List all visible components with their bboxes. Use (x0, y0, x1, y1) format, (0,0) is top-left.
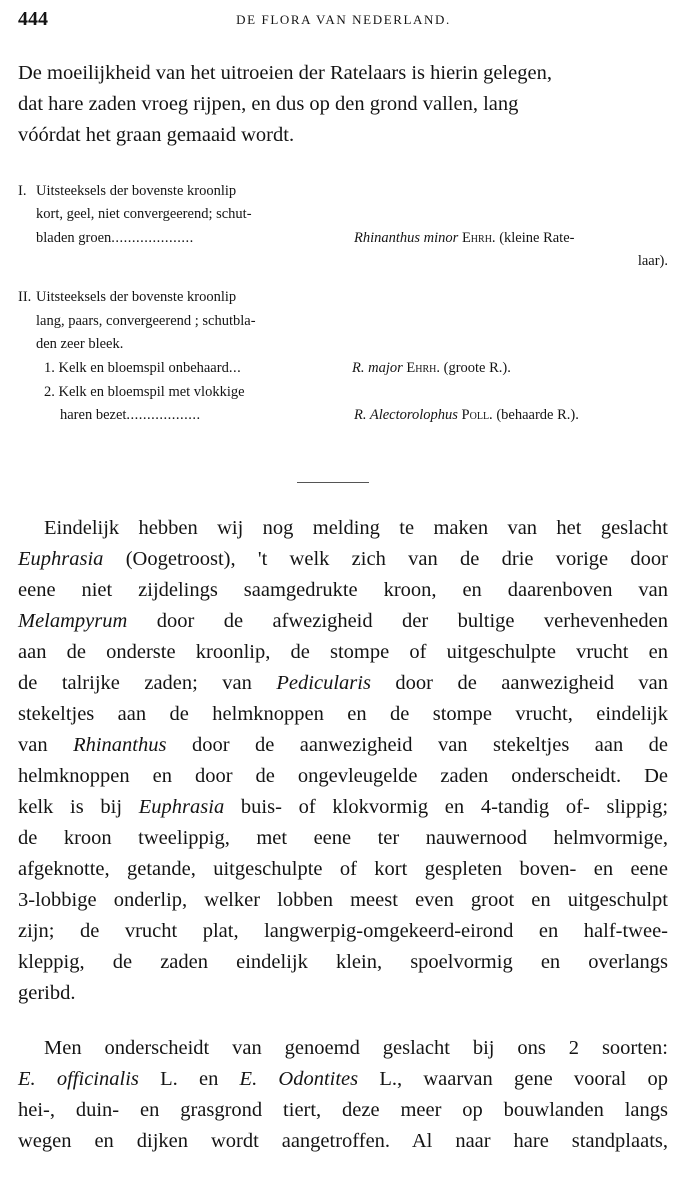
taxon-name: Pedicularis (276, 672, 371, 694)
page-header (18, 8, 669, 30)
text-line: Men onderscheidt van genoemd geslacht bij ons 2 soorten: (44, 1037, 668, 1059)
euphrasia-paragraph (18, 513, 668, 1009)
taxon-name: Rhinanthus minor (354, 230, 459, 246)
common-name: (behaarde R.). (496, 407, 579, 423)
key-entry-2-line-3: den zeer bleek. (36, 336, 124, 352)
text-line: aan de onderste kroonlip, de stompe of uitgeschulpte vrucht en (18, 641, 668, 663)
text-line: De moeilijkheid van het uitroeien der Ratelaars is hierin gelegen, (18, 62, 552, 84)
key-entry-2-line-2: lang, paars, convergeerend ; schutbla- (36, 313, 256, 329)
intro-paragraph (18, 58, 668, 151)
running-title: DE FLORA VAN NEDERLAND. (236, 12, 451, 27)
text-line: wegen en dijken wordt aangetroffen. Al naar hare standplaats, (18, 1130, 668, 1152)
text-line: zijn; de vrucht plat, langwerpig-omgekeerd-eirond en half-twee- (18, 920, 668, 942)
text-line: helmknoppen en door de ongevleugelde zaden onderscheidt. De (18, 765, 668, 787)
text-line: kelk is bij Euphrasia buis- of klokvormig en 4-tandig of- slippig; (18, 796, 669, 818)
taxon-name: R. major (352, 360, 403, 376)
author-abbrev: Ehrh. (406, 360, 440, 376)
species-paragraph (18, 1033, 668, 1157)
taxon-name: Melampyrum (18, 610, 128, 632)
text-line: afgeknotte, getande, uitgeschulpte of kort gespleten boven- en eene (18, 858, 668, 880)
key-sub-2-line-2: haren bezet.................. R. Alectorolophus Poll. (behaarde R.). (60, 407, 579, 423)
text-line: hei-, duin- en grasgrond tiert, deze meer op bouwlanden langs (18, 1099, 668, 1121)
text-line: geribd. (18, 982, 76, 1004)
text-line: eene niet zijdelings saamgedrukte kroon, en daarenboven van (18, 579, 668, 601)
taxon-name: R. Alectorolophus (354, 407, 458, 423)
text-line: vóórdat het graan gemaaid wordt. (18, 124, 295, 146)
text-line: E. officinalis L. en E. Odontites L., waarvan gene vooral op (18, 1068, 668, 1090)
key-sub-2-line-1: 2. Kelk en bloemspil met vlokkige (44, 384, 245, 400)
text-line: de talrijke zaden; van Pedicularis door de aanwezigheid van (18, 672, 669, 694)
taxon-name: E. officinalis (18, 1068, 139, 1090)
text-line: Melampyrum door de afwezigheid der bultige verhevenheden (18, 610, 668, 632)
taxon-name: Rhinanthus (73, 734, 167, 756)
taxon-name: Euphrasia (18, 548, 104, 570)
key-entry-1-line-4: laar). (637, 253, 668, 269)
key-entry-1-line-3: bladen groen.................... Rhinanthus minor Ehrh. (kleine Rate- (36, 230, 575, 246)
text-line: kleppig, de zaden eindelijk klein, spoelvormig en overlangs (18, 951, 668, 973)
taxon-name: Euphrasia (138, 796, 225, 818)
text-line: Euphrasia (Oogetroost), 't welk zich van de drie vorige door (18, 548, 668, 570)
text-line: stekeltjes aan de helmknoppen en de stompe vrucht, eindelijk (18, 703, 668, 725)
text-line: dat hare zaden vroeg rijpen, en dus op den grond vallen, lang (18, 93, 519, 115)
author-abbrev: Poll. (461, 407, 493, 423)
key-entry-1-line-2: kort, geel, niet convergeerend; schut- (36, 206, 252, 222)
section-divider (297, 482, 369, 483)
text-line: 3-lobbige onderlip, welker lobben meest even groot en uitgeschulpt (18, 889, 668, 911)
text-line: de kroon tweelippig, met eene ter nauwernood helmvormige, (18, 827, 668, 849)
author-abbrev: Ehrh. (461, 230, 496, 246)
key-sub-1: 1. Kelk en bloemspil onbehaard... R. major Ehrh. (groote R.). (44, 360, 511, 376)
text-line: Eindelijk hebben wij nog melding te maken van het geslacht (44, 517, 668, 539)
text-line: van Rhinanthus door de aanwezigheid van stekeltjes aan de (18, 734, 669, 756)
taxon-name: E. Odontites (239, 1068, 359, 1090)
common-name: (kleine Rate- (499, 230, 575, 246)
page-number: 444 (18, 8, 48, 30)
common-name: (groote R.). (443, 360, 511, 376)
identification-key: I. Uitsteeksels der bovenste kroonlip kort, geel, niet convergeerend; schut- bladen groen.................... Rhinanthus minor Ehrh. (kleine Rate- laar). II. Uitsteeksels der bovenste kroonlip lang, paars, convergeerend ; schutbla- den zeer bleek. 1. Kelk en bloemspil onbehaard... R. major Ehrh. (groote R.). 2. Kelk en bloemspil met vlokkige haren bezet.................. R. Alectorolophus Poll. (behaarde R.). (18, 180, 668, 440)
